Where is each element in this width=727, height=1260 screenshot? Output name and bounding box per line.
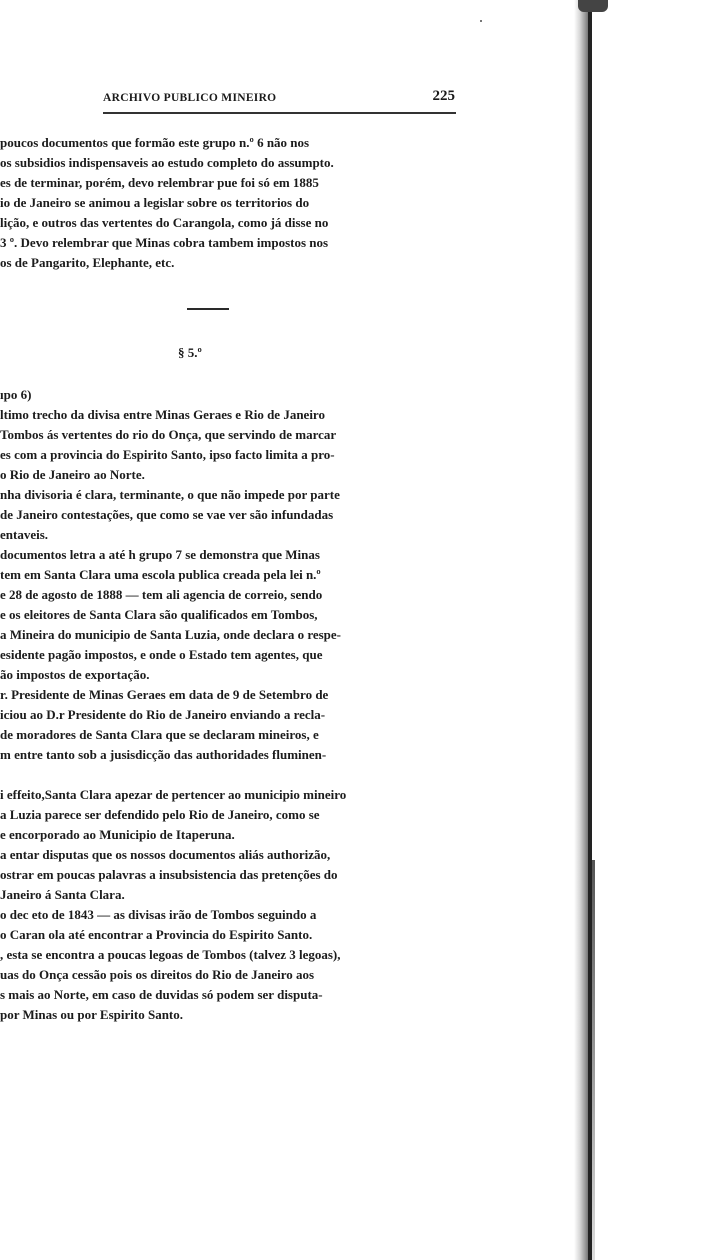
scan-speck [480,20,482,22]
section-divider [187,308,229,310]
text-line: tem em Santa Clara uma escola publica creada pela lei n.º [0,567,321,582]
text-line: Janeiro á Santa Clara. [0,887,125,902]
text-line: ltimo trecho da divisa entre Minas Geraes e Rio de Janeiro [0,407,325,422]
text-line: Tombos ás vertentes do rio do Onça, que servindo de marcar [0,427,337,442]
header-rule [103,112,456,114]
text-line: e 28 de agosto de 1888 — tem ali agencia de correio, sendo [0,587,323,602]
text-line: es de terminar, porém, devo relembrar pue foi só em 1885 [0,175,319,190]
text-line: e os eleitores de Santa Clara são qualificados em Tombos, [0,607,318,622]
text-line: e encorporado ao Municipio de Itaperuna. [0,827,235,842]
text-line: , esta se encontra a poucas legoas de Tombos (talvez 3 legoas), [0,947,341,962]
text-line: por Minas ou por Espirito Santo. [0,1007,184,1022]
text-line: ıpo 6) [0,387,32,402]
page-header [103,88,455,108]
text-line: a Mineira do municipio de Santa Luzia, onde declara o respe- [0,627,342,642]
text-line: nha divisoria é clara, terminante, o que não impede por parte [0,487,340,502]
text-line: o Rio de Janeiro ao Norte. [0,467,145,482]
text-line: uas do Onça cessão pois os direitos do Rio de Janeiro aos [0,967,315,982]
binding-edge-fade [592,860,595,1260]
text-line: m entre tanto sob a jusisdicção das authoridades fluminen- [0,747,327,762]
text-line: esidente pagão impostos, e onde o Estado tem agentes, que [0,647,323,662]
text-line: ão impostos de exportação. [0,667,150,682]
text-line: s mais ao Norte, em caso de duvidas só podem ser disputa- [0,987,323,1002]
text-line: documentos letra a até h grupo 7 se demonstra que Minas [0,547,320,562]
text-line: io de Janeiro se animou a legislar sobre os territorios do [0,195,310,210]
text-line: os subsidios indispensaveis ao estudo completo do assumpto. [0,155,334,170]
text-line: a entar disputas que os nossos documentos aliás authorizão, [0,847,331,862]
text-line: o dec eto de 1843 — as divisas irão de Tombos seguindo a [0,907,317,922]
text-line: a Luzia parece ser defendido pelo Rio de Janeiro, como se [0,807,320,822]
text-line: iciou ao D.r Presidente do Rio de Janeiro enviando a recla- [0,707,326,722]
text-line: de moradores de Santa Clara que se declaram mineiros, e [0,727,319,742]
text-line: es com a provincia do Espirito Santo, ipso facto limita a pro- [0,447,335,462]
text-line: lição, e outros das vertentes do Carangola, como já disse no [0,215,329,230]
text-line: 3 º. Devo relembrar que Minas cobra tambem impostos nos [0,235,329,250]
running-title: ARCHIVO PUBLICO MINEIRO [103,92,277,104]
text-line: de Janeiro contestações, que como se vae ver são infundadas [0,507,334,522]
page-number: 225 [432,88,455,104]
text-line: o Caran ola até encontrar a Provincia do Espirito Santo. [0,927,313,942]
text-line: ostrar em poucas palavras a insubsistencia das pretenções do [0,867,338,882]
text-line: r. Presidente de Minas Geraes em data de 9 de Setembro de [0,687,329,702]
text-line: os de Pangarito, Elephante, etc. [0,255,175,270]
text-line: poucos documentos que formão este grupo n.º 6 não nos [0,135,310,150]
text-line: i effeito,Santa Clara apezar de pertencer ao municipio mineiro [0,787,347,802]
text-line: entaveis. [0,527,49,542]
section-heading: § 5.º [178,345,202,360]
scan-blot [578,0,608,12]
